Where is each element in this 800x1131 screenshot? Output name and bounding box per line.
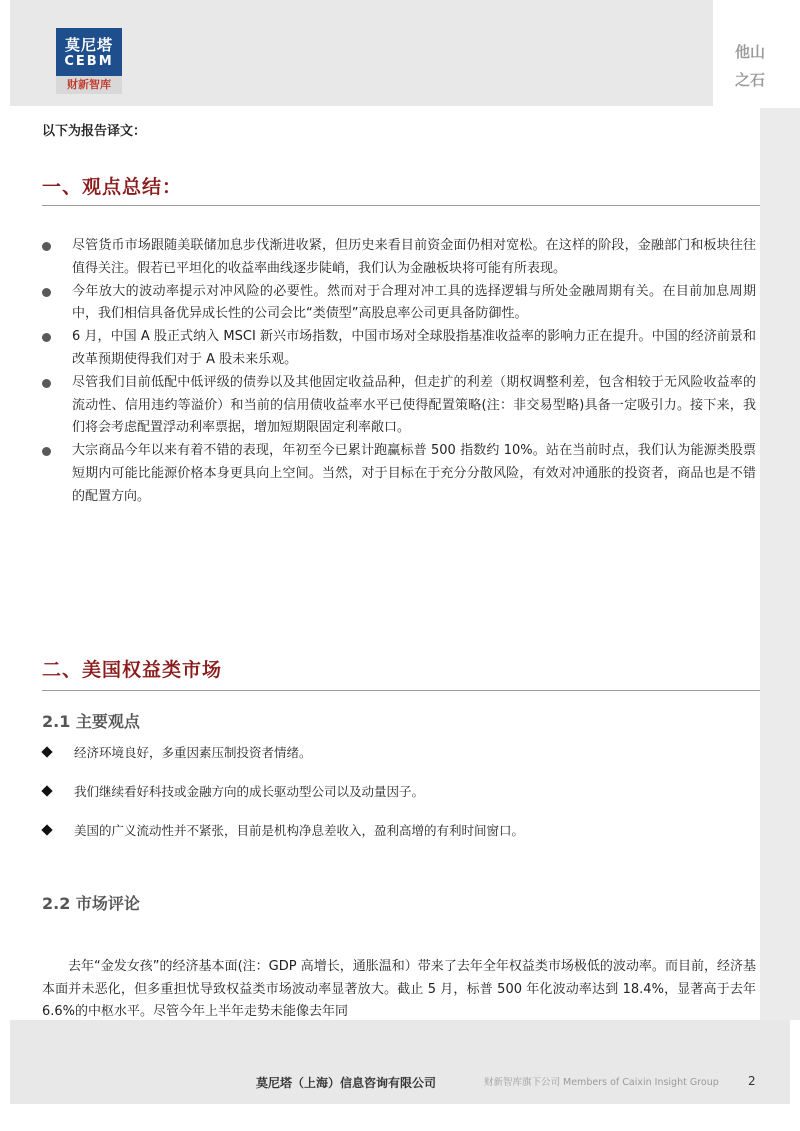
subsection-2-2-title: 2.2 市场评论 (42, 894, 140, 913)
bullet-dot-icon (42, 242, 51, 251)
right-side-bar (760, 108, 800, 1020)
logo-chinese-text: 莫尼塔 (64, 36, 113, 54)
diamond-bullet-icon (41, 746, 52, 757)
summary-bullet-text: 尽管我们目前低配中低评级的债券以及其他固定收益品种，但走扩的利差（期权调整利差，包含相较于无风险收益率的流动性、信用违约等溢价）和当前的信用债收益率水平已使得配置策略(注：非交易型略)具备一定吸引力。接下来，我们将会考虑配置浮动利率票据，增加短期限固定利率敞口。 (72, 374, 756, 436)
key-points-list (42, 744, 756, 840)
bullet-dot-icon (42, 288, 51, 297)
cebm-logo (56, 28, 122, 94)
key-point-text: 我们继续看好科技或金融方向的成长驱动型公司以及动量因子。 (74, 784, 425, 799)
summary-bullet-text: 大宗商品今年以来有着不错的表现，年初至今已累计跑赢标普 500 指数约 10%。站在当前时点，我们认为能源类股票短期内可能比能源价格本身更具向上空间。当然，对于目标在于充分分散风险，有效对冲通胀的投资者，商品也是不错的配置方向。 (72, 443, 756, 504)
column-brand-line2: 之石 (735, 71, 766, 89)
key-point-item (42, 783, 756, 801)
market-commentary-paragraph: 去年“金发女孩”的经济基本面(注：GDP 高增长，通胀温和）带来了去年全年权益类市场极低的波动率。而目前，经济基本面并未恶化，但多重担忧导致权益类市场波动率显著放大。截止 5 月，标普 500 年化波动率达到 18.4%，显著高于去年 6.6%的中枢水平。尽管今年上半年走势未能像去年同 (42, 959, 756, 1019)
key-point-item (42, 744, 756, 762)
diamond-bullet-icon (41, 785, 52, 796)
footer-group-text: 财新智库旗下公司 Members of Caixin Insight Group (484, 1077, 719, 1088)
subsection-2-1-title: 2.1 主要观点 (42, 712, 140, 731)
section2-divider (42, 690, 760, 691)
key-point-item (42, 822, 756, 840)
summary-bullet (42, 440, 756, 508)
summary-bullet-text: 6 月，中国 A 股正式纳入 MSCI 新兴市场指数，中国市场对全球股指基准收益率的影响力正在提升。中国的经济前景和改革预期使得我们对于 A 股未来乐观。 (72, 329, 756, 367)
section1-divider (42, 205, 760, 206)
section1-title: 一、观点总结： (42, 176, 183, 198)
bullet-dot-icon (42, 447, 51, 456)
summary-bullet-list (42, 235, 756, 509)
logo-subtitle: 财新智库 (56, 76, 122, 94)
column-brand-line1: 他山 (735, 43, 766, 61)
column-brand (735, 38, 775, 94)
bullet-dot-icon (42, 379, 51, 388)
summary-bullet (42, 281, 756, 327)
footer-company-name: 莫尼塔（上海）信息咨询有限公司 (256, 1076, 437, 1090)
bullet-dot-icon (42, 333, 51, 342)
page-footer (10, 1020, 790, 1104)
summary-bullet (42, 326, 756, 372)
summary-bullet (42, 372, 756, 440)
logo-english-text: CEBM (64, 54, 114, 69)
key-point-text: 美国的广义流动性并不紧张，目前是机构净息差收入，盈利高增的有利时间窗口。 (74, 823, 525, 838)
diamond-bullet-icon (41, 824, 52, 835)
intro-text: 以下为报告译文： (42, 124, 147, 139)
summary-bullet-text: 尽管货币市场跟随美联储加息步伐渐进收紧，但历史来看目前资金面仍相对宽松。在这样的阶段，金融部门和板块往往值得关注。假若已平坦化的收益率曲线逐步陡峭，我们认为金融板块将可能有所表现。 (72, 238, 756, 276)
summary-bullet-text: 今年放大的波动率提示对冲风险的必要性。然而对于合理对冲工具的选择逻辑与所处金融周期有关。在目前加息周期中，我们相信具备优异成长性的公司会比“类债型”高股息率公司更具备防御性。 (72, 283, 756, 322)
page-number: 2 (748, 1074, 756, 1088)
key-point-text: 经济环境良好，多重因素压制投资者情绪。 (74, 745, 312, 760)
section2-title: 二、美国权益类市场 (42, 659, 223, 681)
summary-bullet (42, 235, 756, 281)
